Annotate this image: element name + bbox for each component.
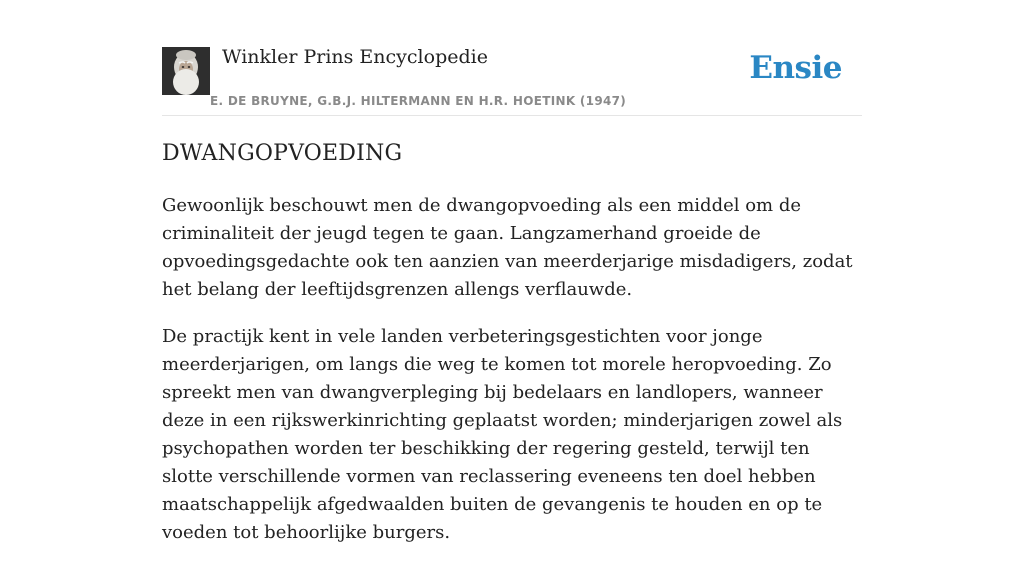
entry-paragraph: Gewoonlijk beschouwt men de dwangopvoeding als een middel om de criminaliteit der jeugd tegen te gaan. Langzamerhand groeide de opvoedingsgedachte ook ten aanzien van meerderjarige misdadigers, zodat het belang der leeftijdsgrenzen allengs verflauwde. [162,195,853,300]
ensie-logo-link[interactable]: Ensie [749,50,842,86]
bearded-man-portrait-icon [162,47,210,95]
source-header [162,0,862,116]
source-avatar[interactable] [162,47,210,95]
source-title[interactable]: Winkler Prins Encyclopedie [222,46,488,68]
entry-paragraph: De practijk kent in vele landen verbeteringsgestichten voor jonge meerderjarigen, om langs die weg te komen tot morele heropvoeding. Zo spreekt men van dwangverpleging bij bedelaars en landlopers, wanneer deze in een rijkswerkinrichting geplaatst worden; minderjarigen zowel als psychopathen worden ter beschikking der regering gesteld, terwijl ten slotte verschillende vormen van reclassering eveneens ten doel hebben maatschappelijk afgedwaalden buiten de gevangenis te houden en op te voeden tot behoorlijke burgers. [162,326,843,543]
article-page [162,0,862,543]
source-authors: E. DE BRUYNE, G.B.J. HILTERMANN EN H.R. HOETINK (1947) [210,94,627,108]
entry-title: DWANGOPVOEDING [162,141,403,166]
entry-body [162,192,862,566]
